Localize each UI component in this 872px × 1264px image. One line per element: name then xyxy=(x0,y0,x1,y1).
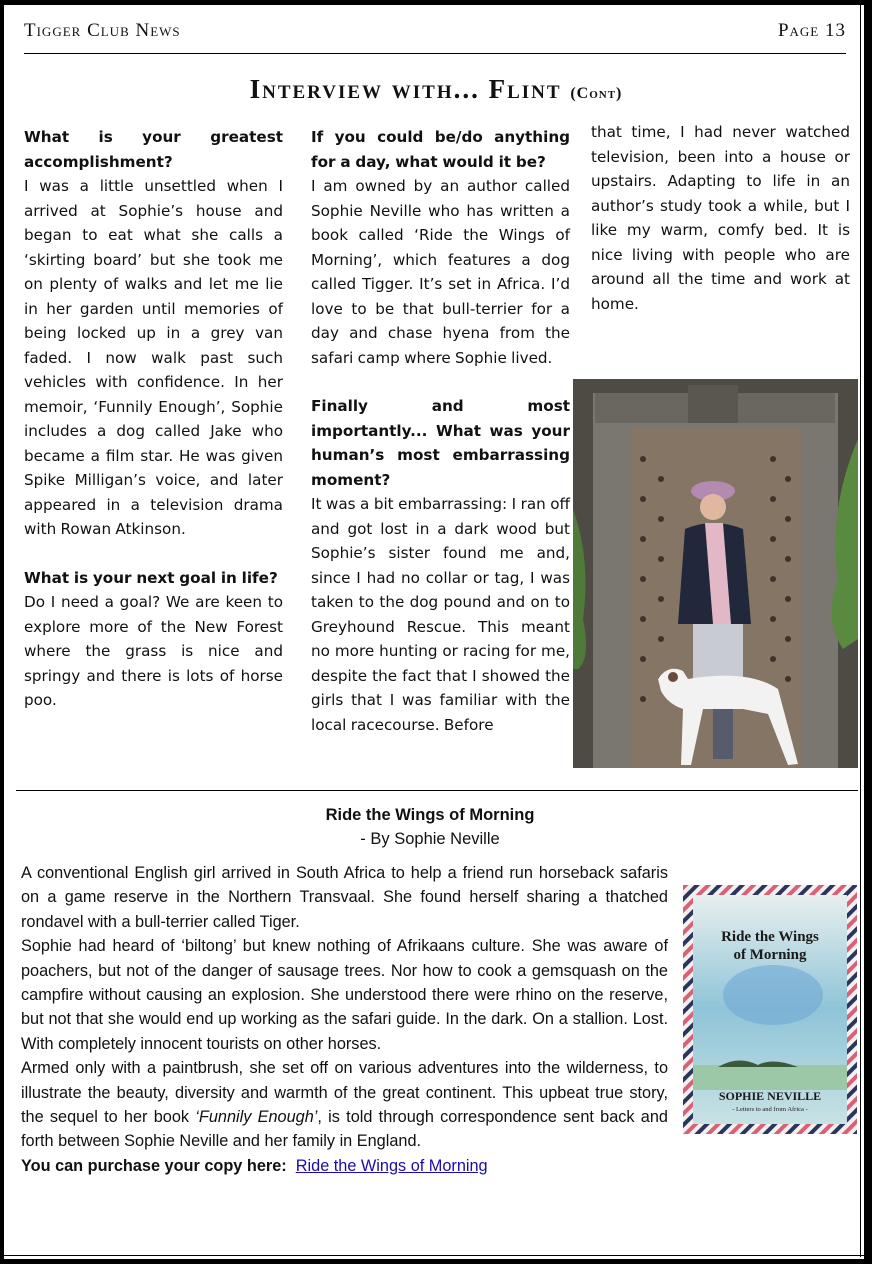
photo-illustration xyxy=(573,379,858,768)
book-description-paragraph-3 xyxy=(21,1056,668,1154)
page-frame-right-inner xyxy=(860,5,861,1257)
section-divider xyxy=(16,790,858,791)
cover-title-line-2: of Morning xyxy=(733,947,807,963)
article-column-1 xyxy=(24,125,283,713)
cover-author: SOPHIE NEVILLE xyxy=(718,1089,822,1103)
question-embarrassing-moment: Finally and most importantly... What was your human’s most embarrassing moment? xyxy=(311,397,570,489)
page-number: Page 13 xyxy=(777,20,846,41)
face xyxy=(700,494,726,520)
article-title-suffix: (Cont) xyxy=(570,85,623,102)
running-head xyxy=(24,20,846,42)
article-column-2 xyxy=(311,125,570,737)
paragraph-3-end: , is told through correspondence sent back and forth between Sophie Neville and her family in England. xyxy=(21,1108,668,1151)
page-frame-right xyxy=(864,0,872,1264)
answer-next-goal: Do I need a goal? We are keen to explore more of the New Forest where the grass is nice and springy and there is lots of horse poo. xyxy=(24,593,283,709)
book-description xyxy=(21,861,668,1178)
cover-title-line-1: Ride the Wings xyxy=(721,929,819,945)
purchase-line xyxy=(21,1154,668,1178)
cover-subtitle: - Letters to and from Africa - xyxy=(732,1106,808,1113)
question-greatest-accomplishment: What is your greatest accomplishment? xyxy=(24,128,283,171)
book-description-paragraph-2: Sophie had heard of ‘biltong’ but knew nothing of Afrikaans culture. She was aware of poachers, but not of the danger of sausage trees. Nor how to cook a gemsquash on the campfire without causing an explosion. She understood there were rhino on the reserve, but not that she would end up working as the safari guide. In the dark. On a stallion. Lost. With completely innocent tourists on other horses. xyxy=(21,937,668,1053)
answer-embarrassing-moment: It was a bit embarrassing: I ran off and got lost in a dark wood but Sophie’s sister found me and, since I had no collar or tag, I was taken to the dog pound and on to Greyhound Rescue. This meant no more hunting or racing for me, despite the fact that I showed the girls that I was familiar with the local racecourse. Before xyxy=(311,495,570,734)
book-cover-image xyxy=(683,885,857,1134)
question-next-goal: What is your next goal in life? xyxy=(24,568,278,587)
header-divider xyxy=(24,53,846,54)
book-title: Ride the Wings of Morning xyxy=(325,806,535,824)
book-description-paragraph-1: A conventional English girl arrived in South Africa to help a friend run horseback safaris on a game reserve in the Northern Transvaal. She found herself sharing a thatched rondavel with a bull-terrier called Tiger. xyxy=(21,864,668,931)
purchase-link[interactable]: Ride the Wings of Morning xyxy=(295,1156,488,1175)
answer-greatest-accomplishment: I was a little unsettled when I arrived at Sophie’s house and began to eat what she calls a ‘skirting board’ but she took me on plenty of walks and let me lie in her garden until memories of being locked up in a grey van faded. I now walk past such vehicles with confidence. In her memoir, ‘Funnily Enough’, Sophie includes a dog called Jake who became a film star. He was given Spike Milligan’s voice, and later appeared in a television drama with Rowan Atkinson. xyxy=(24,177,283,538)
article-column-3 xyxy=(591,120,850,316)
book-cover-illustration xyxy=(683,885,857,1134)
article-title xyxy=(0,74,872,105)
publication-name: Tigger Club News xyxy=(24,20,181,41)
photo-woman-with-greyhound xyxy=(573,379,858,768)
answer-embarrassing-moment-continued: that time, I had never watched television, been into a house or upstairs. Adapting to life in an author’s study took a while, but I like my warm, comfy bed. It is nice living with people who are around all the time and work at home. xyxy=(591,123,850,313)
book-byline: - By Sophie Neville xyxy=(360,830,500,848)
page-frame-top xyxy=(0,0,872,5)
question-anything-for-a-day: If you could be/do anything for a day, what would it be? xyxy=(311,128,570,171)
page-frame-bottom xyxy=(4,1259,864,1264)
funnily-enough-title: ‘Funnily Enough’ xyxy=(195,1108,318,1127)
page-frame-bottom-line xyxy=(4,1255,864,1256)
answer-anything-for-a-day: I am owned by an author called Sophie Neville who has written a book called ‘Ride the Wings of Morning’, which features a dog called Tigger. It’s set in Africa. I’d love to be that bull-terrier for a day and chase hyena from the safari camp where Sophie lived. xyxy=(311,177,570,367)
article-title-text: Interview with... Flint xyxy=(249,74,562,104)
purchase-label: You can purchase your copy here: xyxy=(21,1156,287,1175)
page-frame-left xyxy=(0,0,4,1264)
paragraph-3-start: Armed only with a paintbrush, she set off on various adventures into the wilderness, to illustrate the beauty, diversity and warmth of the great continent. This upbeat true story, the sequel to her book xyxy=(21,1059,668,1127)
